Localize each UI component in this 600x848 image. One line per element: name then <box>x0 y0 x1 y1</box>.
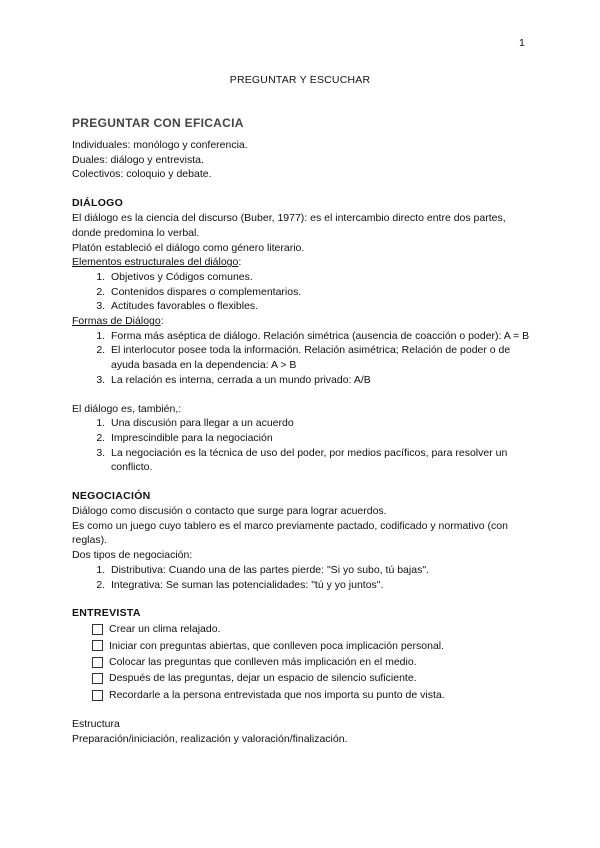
checklist-item: Recordarle a la persona entrevistada que nos importa su punto de vista. <box>92 687 537 703</box>
paragraph: Es como un juego cuyo tablero es el marco previamente pactado, codificado y normativo (con reglas). <box>72 519 508 547</box>
checkbox-icon[interactable] <box>92 657 103 668</box>
document-title: PREGUNTAR Y ESCUCHAR <box>229 74 371 86</box>
elementos-list <box>72 270 537 314</box>
page-number: 1 <box>519 37 525 49</box>
estructura-label: Estructura <box>72 718 120 731</box>
list-item: 1. Una discusión para llegar a un acuerdo <box>108 416 537 431</box>
tipos-list <box>72 563 537 592</box>
subheading-elementos-label: Elementos estructurales del diálogo <box>72 256 239 269</box>
checklist-item: Crear un clima relajado. <box>92 621 537 637</box>
list-item: 2. Imprescindible para la negociación <box>108 431 537 446</box>
checkbox-icon[interactable] <box>92 624 103 635</box>
text-line: Individuales: monólogo y conferencia. <box>72 139 248 151</box>
section-heading-negociacion: NEGOCIACIÓN <box>72 490 151 503</box>
list-item: 2. El interlocutor posee toda la información. Relación asimétrica; Relación de poder o de ayuda basada en la dependencia: A > B <box>108 343 537 372</box>
list-item: 2. Contenidos dispares o complementarios. <box>108 285 537 300</box>
list-item: 2. Integrativa: Se suman las potencialidades: "tú y yo juntos". <box>108 578 537 593</box>
text-line: Colectivos: coloquio y debate. <box>72 168 212 181</box>
checklist-item: Iniciar con preguntas abiertas, que conlleven poca implicación personal. <box>92 638 537 654</box>
list-item: 3. Actitudes favorables o flexibles. <box>108 299 537 314</box>
list-item: 1. Objetivos y Códigos comunes. <box>108 270 537 285</box>
document-body <box>72 115 537 747</box>
tambien-list <box>72 416 537 475</box>
list-item: 3. La negociación es la técnica de uso del poder, por medios pacíficos, para resolver un conflicto. <box>108 446 537 475</box>
subheading-formas-label: Formas de Diálogo <box>72 315 161 328</box>
section-heading-preguntar: PREGUNTAR CON EFICACIA <box>72 116 244 130</box>
text-line: Duales: diálogo y entrevista. <box>72 153 204 166</box>
formas-list <box>72 329 537 388</box>
section-heading-dialogo: DIÁLOGO <box>72 197 124 210</box>
checkbox-icon[interactable] <box>92 640 103 651</box>
subheading-formas: Formas de Diálogo: <box>72 315 164 328</box>
subheading-elementos: Elementos estructurales del diálogo: <box>72 256 242 269</box>
paragraph: El diálogo es, también,: <box>72 402 182 415</box>
paragraph: Diálogo como discusión o contacto que surge para lograr acuerdos. <box>72 505 387 518</box>
list-item: 3. La relación es interna, cerrada a un mundo privado: A/B <box>108 373 537 388</box>
paragraph: Dos tipos de negociación: <box>72 549 193 562</box>
list-item: 1. Forma más aséptica de diálogo. Relación simétrica (ausencia de coacción o poder): A = B <box>108 329 537 344</box>
paragraph: El diálogo es la ciencia del discurso (Buber, 1977): es el intercambio directo entre dos partes, donde predomina lo verbal. <box>72 212 506 239</box>
checkbox-icon[interactable] <box>92 673 103 684</box>
checkbox-icon[interactable] <box>92 690 103 701</box>
paragraph: Platón estableció el diálogo como género literario. <box>72 241 305 254</box>
estructura-text: Preparación/iniciación, realización y valoración/finalización. <box>72 732 348 745</box>
checklist-item: Colocar las preguntas que conlleven más implicación en el medio. <box>92 654 537 670</box>
list-item: 1. Distributiva: Cuando una de las partes pierde: "Si yo subo, tú bajas". <box>108 563 537 578</box>
section-heading-entrevista: ENTREVISTA <box>72 607 141 620</box>
checklist-item: Después de las preguntas, dejar un espacio de silencio suficiente. <box>92 670 537 686</box>
entrevista-checklist <box>72 621 537 703</box>
